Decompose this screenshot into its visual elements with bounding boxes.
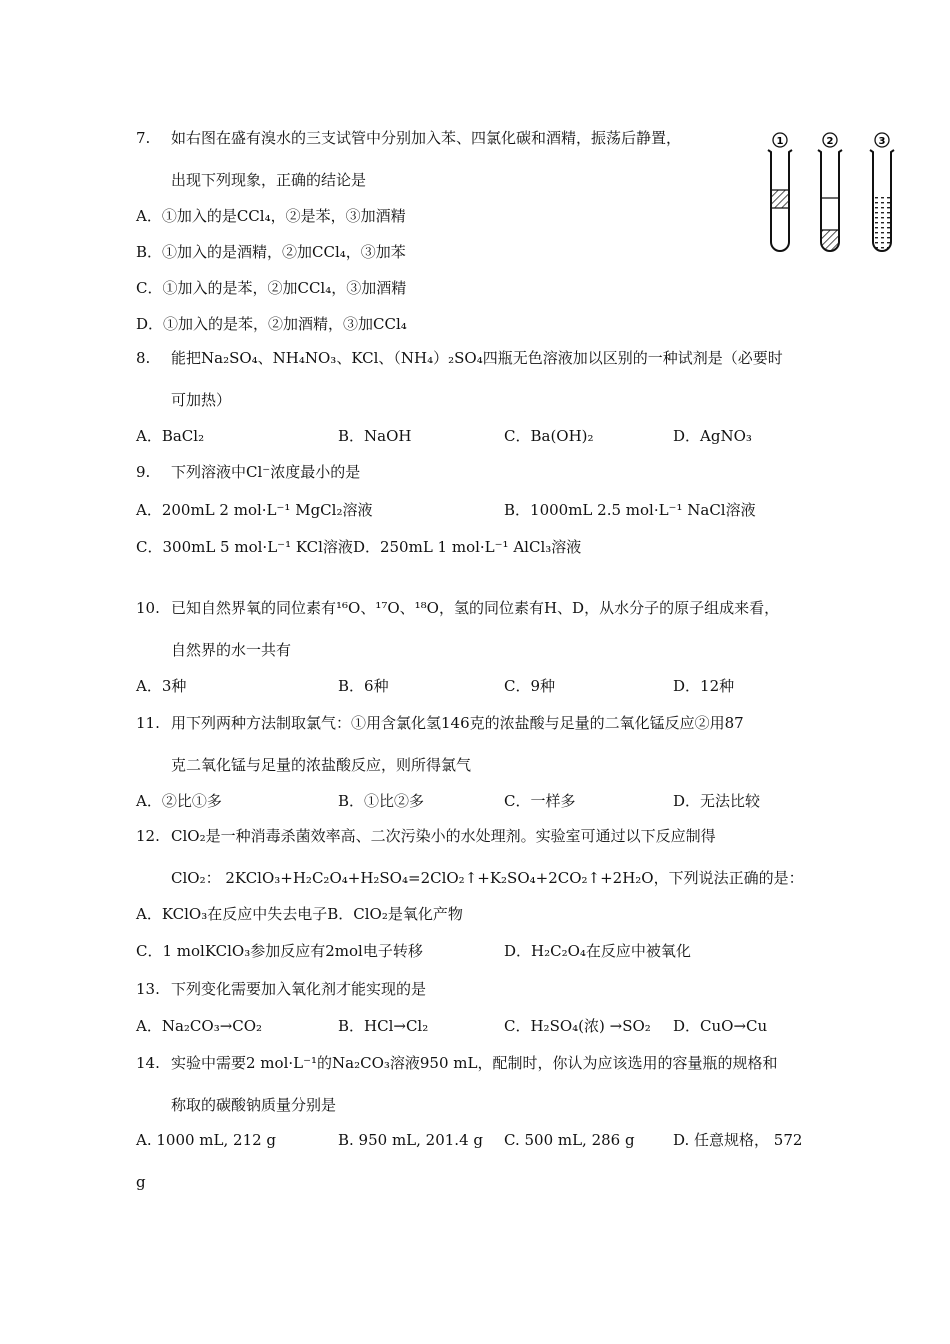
q7-stem-line2: 出现下列现象，正确的结论是	[171, 171, 367, 189]
q14-stem-line2: 称取的碳酸钠质量分别是	[171, 1096, 337, 1114]
q7-option-c: C．①加入的是苯，②加CCl₄，③加酒精	[136, 279, 407, 297]
q10-stem-line1	[136, 598, 779, 618]
q7-option-d: D．①加入的是苯，②加酒精，③加CCl₄	[136, 315, 407, 333]
q10-option-c: C．9种	[504, 677, 556, 695]
q7-text1: 如右图在盛有溴水的三支试管中分别加入苯、四氯化碳和酒精，振荡后静置，	[171, 129, 682, 147]
q8-option-c: C．Ba(OH)₂	[504, 427, 594, 445]
q9-number: 9.	[136, 463, 151, 481]
q12-option-d: D．H₂C₂O₄在反应中被氧化	[504, 942, 691, 960]
q9-option-b: B．1000mL 2.5 mol·L⁻¹ NaCl溶液	[504, 501, 756, 519]
q14-option-b: B. 950 mL, 201.4 g	[338, 1131, 483, 1149]
svg-text:3: 3	[878, 136, 886, 147]
q14-option-d-wrap: g	[136, 1173, 146, 1191]
q14-option-c: C. 500 mL, 286 g	[504, 1131, 635, 1149]
q11-stem-line2: 克二氧化锰与足量的浓盐酸反应，则所得氯气	[171, 756, 472, 774]
q9-option-cd	[136, 537, 581, 557]
q7-option-a: A．①加入的是CCl₄，②是苯，③加酒精	[136, 207, 406, 225]
q12-option-ab	[136, 904, 463, 924]
test-tube-3	[870, 150, 894, 251]
q11-option-a: A．②比①多	[136, 792, 222, 810]
q11-text1: 用下列两种方法制取氯气：①用含氯化氢146克的浓盐酸与足量的二氧化锰反应②用87	[171, 714, 744, 732]
q11-option-b: B．①比②多	[338, 792, 425, 810]
q10-option-a: A．3种	[136, 677, 187, 695]
q8-text1: 能把Na₂SO₄、NH₄NO₃、KCl、（NH₄）₂SO₄四瓶无色溶液加以区别的一种试剂是（必要时	[171, 349, 783, 367]
q13-option-c: C．H₂SO₄(浓) →SO₂	[504, 1017, 651, 1035]
q7-number: 7.	[136, 129, 151, 147]
q12-number: 12.	[136, 827, 160, 845]
q12-option-a: A．KClO₃在反应中失去电子	[136, 905, 328, 923]
q13-option-d: D．CuO→Cu	[673, 1017, 768, 1035]
q14-stem-line1	[136, 1053, 777, 1073]
q8-option-d: D．AgNO₃	[673, 427, 752, 445]
q12-option-c: C．1 molKClO₃参加反应有2mol电子转移	[136, 942, 423, 960]
q10-stem-line2: 自然界的水一共有	[171, 641, 292, 659]
q14-option-a: A. 1000 mL, 212 g	[136, 1131, 277, 1149]
q12-stem-line2: ClO₂： 2KClO₃+H₂C₂O₄+H₂SO₄=2ClO₂↑+K₂SO₄+2CO₂↑+2H₂O，下列说法正确的是：	[171, 869, 804, 887]
q12-option-b: B．ClO₂是氧化产物	[327, 905, 463, 923]
q9-option-a: A．200mL 2 mol·L⁻¹ MgCl₂溶液	[136, 501, 373, 519]
q7-stem-line1	[136, 128, 681, 148]
q13-number: 13.	[136, 980, 160, 998]
test-tube-2	[818, 150, 842, 251]
q12-text1: ClO₂是一种消毒杀菌效率高、二次污染小的水处理剂。实验室可通过以下反应制得	[171, 827, 716, 845]
q10-option-b: B．6种	[338, 677, 389, 695]
q8-stem-line2: 可加热）	[171, 391, 232, 409]
q10-text1: 已知自然界氧的同位素有¹⁶O、¹⁷O、¹⁸O，氢的同位素有H、D，从水分子的原子组成来看，	[171, 599, 780, 617]
q8-option-a: A．BaCl₂	[136, 427, 205, 445]
q13-text1: 下列变化需要加入氧化剂才能实现的是	[171, 980, 427, 998]
q14-number: 14.	[136, 1054, 160, 1072]
q9-text1: 下列溶液中Cl⁻浓度最小的是	[171, 463, 361, 481]
q11-stem-line1	[136, 713, 744, 733]
q9-stem-line1	[136, 462, 360, 482]
q9-option-d: D．250mL 1 mol·L⁻¹ AlCl₃溶液	[352, 538, 582, 556]
q14-option-d: D. 任意规格， 572	[673, 1131, 803, 1149]
q8-option-b: B．NaOH	[338, 427, 412, 445]
q11-number: 11.	[136, 714, 160, 732]
test-tubes-figure	[760, 130, 910, 260]
q10-number: 10.	[136, 599, 160, 617]
q13-stem-line1	[136, 979, 426, 999]
q8-stem-line1	[136, 348, 783, 368]
svg-text:1: 1	[776, 136, 784, 147]
q9-option-c: C．300mL 5 mol·L⁻¹ KCl溶液	[136, 538, 353, 556]
q12-stem-line1	[136, 826, 716, 846]
test-tube-1	[768, 150, 792, 251]
q11-option-d: D．无法比较	[673, 792, 761, 810]
q13-option-a: A．Na₂CO₃→CO₂	[136, 1017, 263, 1035]
q14-text1: 实验中需要2 mol·L⁻¹的Na₂CO₃溶液950 mL，配制时，你认为应该选用的容量瓶的规格和	[171, 1054, 778, 1072]
q13-option-b: B．HCl→Cl₂	[338, 1017, 429, 1035]
tube-1-label	[773, 133, 787, 147]
q7-option-b: B．①加入的是酒精，②加CCl₄，③加苯	[136, 243, 406, 261]
svg-text:2: 2	[826, 136, 834, 147]
tube-3-label	[875, 133, 889, 147]
q10-option-d: D．12种	[673, 677, 735, 695]
q8-number: 8.	[136, 349, 151, 367]
q11-option-c: C．一样多	[504, 792, 576, 810]
tube-2-label	[823, 133, 837, 147]
